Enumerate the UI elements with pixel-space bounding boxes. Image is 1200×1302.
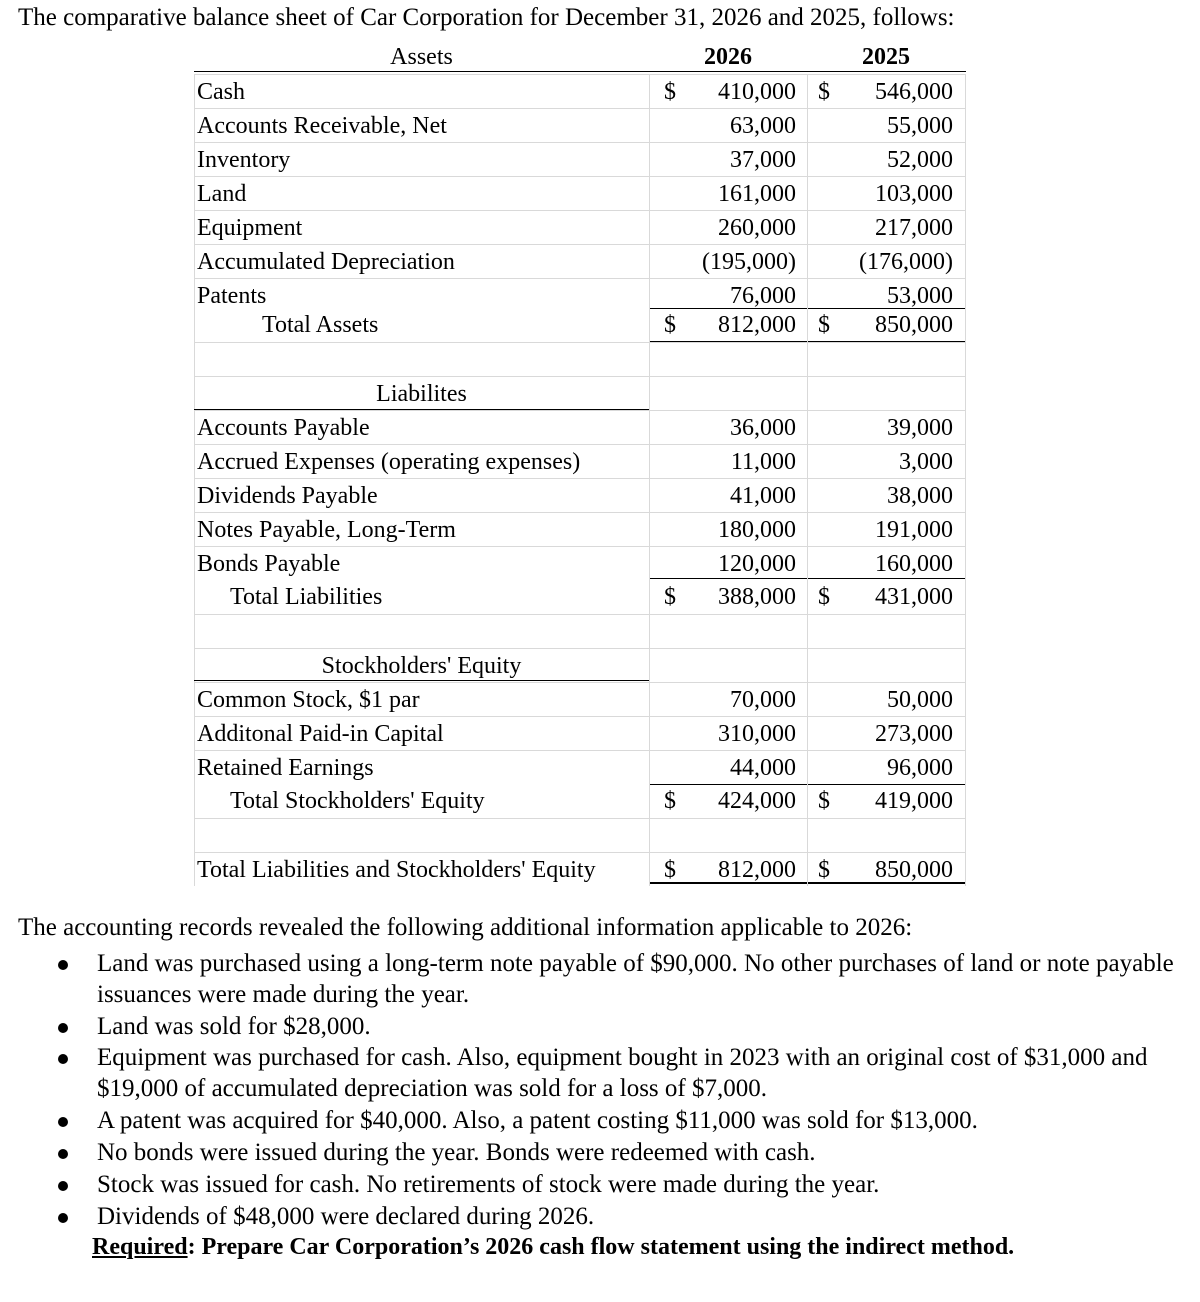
liability-label: Bonds Payable (197, 551, 341, 577)
currency-sign: $ (818, 79, 830, 105)
total-liabilities-2026: 388,000 (718, 584, 796, 610)
list-item: No bonds were issued during the year. Bonds were redeemed with cash. (97, 1139, 816, 1166)
asset-label: Cash (197, 79, 245, 105)
liability-row (194, 410, 966, 445)
value-2025: 191,000 (875, 517, 953, 543)
value-2026: 41,000 (730, 483, 796, 509)
asset-row (194, 244, 966, 279)
equity-row (194, 750, 966, 785)
asset-label: Accumulated Depreciation (197, 249, 455, 275)
bullet-icon (58, 1149, 68, 1159)
year-2026-header: 2026 (704, 44, 752, 70)
liability-row (194, 546, 966, 581)
total-equity-2026: 424,000 (718, 788, 796, 814)
value-2026: 63,000 (730, 113, 796, 139)
value-2026: 410,000 (718, 79, 796, 105)
total-le-label: Total Liabilities and Stockholders' Equity (197, 857, 596, 883)
equity-label: Retained Earnings (197, 755, 374, 781)
currency-sign: $ (664, 79, 676, 105)
required-instruction (92, 1234, 1014, 1261)
currency-sign: $ (818, 312, 830, 338)
value-2025: 39,000 (887, 415, 953, 441)
additional-info-intro: The accounting records revealed the following additional information applicable to 2026: (18, 914, 913, 941)
value-2026: (195,000) (702, 249, 796, 275)
header-row (194, 40, 966, 74)
currency-sign: $ (818, 788, 830, 814)
value-2026: 120,000 (718, 551, 796, 577)
liability-row (194, 478, 966, 513)
equity-row (194, 682, 966, 717)
currency-sign: $ (664, 312, 676, 338)
value-2026: 161,000 (718, 181, 796, 207)
double-rule (650, 882, 807, 884)
total-le-2026: 812,000 (718, 857, 796, 883)
currency-sign: $ (818, 857, 830, 883)
liability-label: Accrued Expenses (operating expenses) (197, 449, 581, 475)
currency-sign: $ (664, 857, 676, 883)
asset-label: Equipment (197, 215, 303, 241)
value-2025: 53,000 (887, 283, 953, 309)
header-underline (194, 71, 966, 72)
asset-label: Patents (197, 283, 267, 309)
value-2026: 260,000 (718, 215, 796, 241)
blank-row (194, 342, 966, 377)
total-le-2025: 850,000 (875, 857, 953, 883)
equity-heading: Stockholders' Equity (321, 653, 522, 679)
equity-row (194, 716, 966, 751)
value-2025: 55,000 (887, 113, 953, 139)
bullet-icon (58, 1213, 68, 1223)
asset-row (194, 210, 966, 245)
list-item: Land was purchased using a long-term note payable of $90,000. No other purchases of land or note payable issuances were made during the year. (97, 950, 1174, 1008)
value-2026: 44,000 (730, 755, 796, 781)
value-2025: 52,000 (887, 147, 953, 173)
bullet-icon (58, 1023, 68, 1033)
assets-heading: Assets (390, 44, 453, 70)
total-equity-2025: 419,000 (875, 788, 953, 814)
asset-row (194, 108, 966, 143)
total-liabilities-rule (650, 578, 807, 579)
bullet-icon (58, 1181, 68, 1191)
section-underline (194, 680, 649, 681)
asset-row (194, 74, 966, 109)
value-2025: 103,000 (875, 181, 953, 207)
total-liabilities-rule (808, 578, 965, 579)
list-item: Dividends of $48,000 were declared during 2026. (97, 1203, 595, 1230)
liability-row (194, 512, 966, 547)
total-liabilities-label: Total Liabilities (230, 584, 383, 610)
total-assets-2026: 812,000 (718, 312, 796, 338)
double-rule (808, 882, 965, 884)
list-item: Stock was issued for cash. No retirements of stock were made during the year. (97, 1171, 880, 1198)
total-liabilities-row (194, 580, 966, 614)
value-2025: 3,000 (899, 449, 953, 475)
bullet-icon (58, 1117, 68, 1127)
list-item: A patent was acquired for $40,000. Also, a patent costing $11,000 was sold for $13,000. (97, 1107, 978, 1134)
asset-row (194, 176, 966, 211)
asset-row (194, 142, 966, 177)
equity-label: Additonal Paid-in Capital (197, 721, 444, 747)
value-2025: 160,000 (875, 551, 953, 577)
equity-label: Common Stock, $1 par (197, 687, 420, 713)
value-2026: 36,000 (730, 415, 796, 441)
intro-text: The comparative balance sheet of Car Corporation for December 31, 2026 and 2025, follows: (18, 4, 955, 31)
asset-label: Land (197, 181, 247, 207)
list-item: Land was sold for $28,000. (97, 1013, 371, 1040)
value-2025: 217,000 (875, 215, 953, 241)
value-2026: 180,000 (718, 517, 796, 543)
value-2026: 76,000 (730, 283, 796, 309)
required-text: : Prepare Car Corporation’s 2026 cash flow statement using the indirect method. (187, 1234, 1015, 1260)
asset-label: Inventory (197, 147, 291, 173)
liability-row (194, 444, 966, 479)
total-assets-label: Total Assets (262, 312, 379, 338)
liability-label: Accounts Payable (197, 415, 370, 441)
value-2025: 273,000 (875, 721, 953, 747)
blank-row (194, 818, 966, 853)
total-equity-label: Total Stockholders' Equity (230, 788, 485, 814)
asset-label: Accounts Receivable, Net (197, 113, 447, 139)
total-equity-row (194, 784, 966, 818)
value-2026: 37,000 (730, 147, 796, 173)
liabilities-heading-row (194, 376, 966, 411)
list-item: Equipment was purchased for cash. Also, equipment bought in 2023 with an original cost of $31,000 and $19,000 of accumulated depreciation was sold for a loss of $7,000. (97, 1044, 1148, 1102)
currency-sign: $ (664, 788, 676, 814)
required-keyword: Required (92, 1234, 188, 1260)
bullet-icon (58, 1054, 68, 1064)
currency-sign: $ (818, 584, 830, 610)
value-2026: 11,000 (730, 449, 796, 475)
year-2025-header: 2025 (862, 44, 910, 70)
value-2026: 310,000 (718, 721, 796, 747)
value-2025: 96,000 (887, 755, 953, 781)
value-2025: 546,000 (875, 79, 953, 105)
value-2026: 70,000 (730, 687, 796, 713)
currency-sign: $ (664, 584, 676, 610)
liability-label: Notes Payable, Long-Term (197, 517, 456, 543)
value-2025: 38,000 (887, 483, 953, 509)
liability-label: Dividends Payable (197, 483, 378, 509)
total-assets-2025: 850,000 (875, 312, 953, 338)
liabilities-heading: Liabilites (376, 381, 467, 407)
equity-heading-row (194, 648, 966, 683)
total-assets-row (194, 308, 966, 342)
value-2025: 50,000 (887, 687, 953, 713)
blank-row (194, 614, 966, 649)
total-liabilities-2025: 431,000 (875, 584, 953, 610)
balance-sheet-table (194, 40, 966, 886)
value-2025: (176,000) (859, 249, 953, 275)
bullet-icon (58, 960, 68, 970)
